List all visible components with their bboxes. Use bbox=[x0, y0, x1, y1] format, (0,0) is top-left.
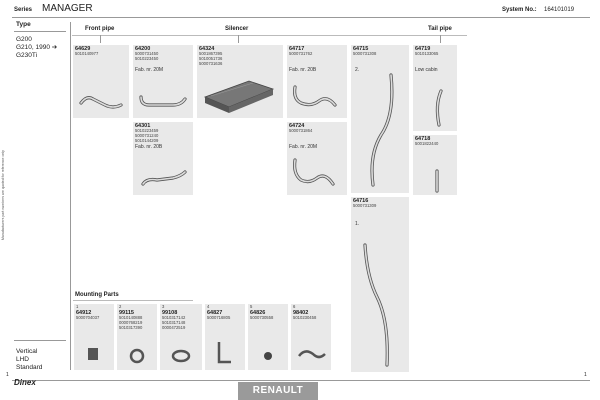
part-code: 64200 bbox=[135, 46, 151, 52]
mount-code: 64827 bbox=[207, 310, 223, 316]
part-image bbox=[287, 45, 347, 118]
part-code: 64629 bbox=[75, 46, 91, 52]
type-g200: G200 bbox=[16, 36, 32, 43]
part-fab: Low cabin bbox=[415, 67, 438, 73]
part-ref: 5000731308 bbox=[353, 51, 377, 56]
part-image bbox=[413, 45, 457, 131]
part-fab: Fab. nr. 20M bbox=[289, 144, 318, 150]
part-ref: 5000731762 bbox=[289, 51, 313, 56]
part-code: 64716 bbox=[353, 198, 369, 204]
part-cell-64200[interactable] bbox=[133, 45, 193, 118]
front-pipe-tick bbox=[100, 35, 101, 43]
part-cell-64301[interactable] bbox=[133, 122, 193, 195]
part-cell-64715[interactable] bbox=[351, 45, 409, 193]
part-ref: 5010144209 bbox=[135, 138, 159, 143]
mount-ref: 5010317142 bbox=[162, 315, 186, 320]
part-ref: 5001867395 bbox=[199, 51, 223, 56]
mount-num: 1 bbox=[76, 304, 79, 309]
mount-ref: 5000704037 bbox=[76, 315, 100, 320]
part-image bbox=[351, 197, 409, 372]
footer-type-rule bbox=[14, 340, 66, 341]
part-code: 64715 bbox=[353, 46, 369, 52]
dinex-logo: Dinex bbox=[14, 378, 36, 387]
rubber-mount-icon bbox=[248, 304, 288, 370]
part-fab: Fab. nr. 20B bbox=[135, 144, 163, 150]
part-cell-64716[interactable] bbox=[351, 197, 409, 372]
sidebar-divider bbox=[70, 22, 71, 370]
mount-num: 5 bbox=[250, 304, 253, 309]
mount-num: 3 bbox=[162, 304, 165, 309]
mount-cell-5[interactable] bbox=[248, 304, 288, 370]
section-mounting-parts: Mounting Parts bbox=[75, 292, 119, 298]
mount-code: 99108 bbox=[162, 310, 178, 316]
mounting-rule bbox=[73, 300, 193, 301]
part-ref: 5000731864 bbox=[289, 128, 313, 133]
part-ref: 5001822440 bbox=[415, 141, 439, 146]
part-cell-64724[interactable] bbox=[287, 122, 347, 195]
part-image bbox=[287, 122, 347, 195]
part-cell-64629[interactable] bbox=[73, 45, 129, 118]
reference-note: Manufacturers part numbers are quoted for reference only bbox=[1, 150, 5, 240]
part-code: 64324 bbox=[199, 46, 215, 52]
part-cell-64718[interactable] bbox=[413, 135, 457, 195]
brand-name: RENAULT bbox=[252, 385, 304, 396]
footer-rule bbox=[12, 380, 590, 381]
part-code: 64718 bbox=[415, 136, 431, 142]
mount-num: 4 bbox=[207, 304, 210, 309]
mount-ref: 0000472519 bbox=[162, 325, 186, 330]
part-ref: 5010140977 bbox=[75, 51, 99, 56]
series-label: Series bbox=[14, 7, 33, 13]
part-ref: 5010223459 bbox=[135, 128, 159, 133]
orientation-lhd: LHD bbox=[16, 356, 30, 363]
mount-cell-4[interactable] bbox=[205, 304, 245, 370]
strap-icon bbox=[291, 304, 331, 370]
mount-ref: 5010230458 bbox=[293, 315, 317, 320]
part-ref: 5000731636 bbox=[199, 61, 223, 66]
part-cell-64719[interactable] bbox=[413, 45, 457, 131]
part-ref: 5000731240 bbox=[135, 133, 159, 138]
header-rule bbox=[12, 17, 590, 18]
section-front-pipe: Front pipe bbox=[85, 26, 115, 32]
part-code: 64719 bbox=[415, 46, 431, 52]
gasket-icon bbox=[74, 304, 114, 370]
part-image bbox=[413, 135, 457, 195]
mount-code: 64912 bbox=[76, 310, 92, 316]
orientation-vertical: Vertical bbox=[16, 348, 38, 355]
mount-ref: 0000768219 bbox=[119, 320, 143, 325]
part-code: 64717 bbox=[289, 46, 305, 52]
orientation-standard: Standard bbox=[16, 364, 43, 371]
mount-cell-3[interactable] bbox=[160, 304, 202, 370]
mount-ref: 5010317148 bbox=[162, 320, 186, 325]
tail-pipe-tick bbox=[440, 35, 441, 43]
section-silencer: Silencer bbox=[225, 26, 249, 32]
brand-bar bbox=[238, 382, 318, 400]
mount-code: 98402 bbox=[293, 310, 309, 316]
mount-num: 6 bbox=[293, 304, 296, 309]
part-ref: 5010133065 bbox=[415, 51, 439, 56]
type-g210: G210, 1990 ➔ bbox=[16, 44, 58, 51]
clamp-icon bbox=[117, 304, 157, 370]
page-number-right: 1 bbox=[584, 372, 587, 378]
part-code: 64301 bbox=[135, 123, 151, 129]
type-g230ti: G230Ti bbox=[16, 52, 38, 59]
section-tail-pipe: Tail pipe bbox=[428, 26, 452, 32]
part-fab: Fab. nr. 20B bbox=[289, 67, 317, 73]
section-rule bbox=[72, 35, 467, 36]
mount-ref: 5000730558 bbox=[250, 315, 274, 320]
part-fab: Fab. nr. 20M bbox=[135, 67, 164, 73]
part-ref: 5010051736 bbox=[199, 56, 223, 61]
system-value: 164101019 bbox=[544, 7, 575, 13]
page-number-left: 1 bbox=[6, 372, 9, 378]
part-image bbox=[133, 45, 193, 118]
mount-cell-1[interactable] bbox=[74, 304, 114, 370]
system-label: System No.: bbox=[502, 7, 537, 13]
series-value: MANAGER bbox=[42, 3, 93, 14]
part-ref: 5010223450 bbox=[135, 56, 159, 61]
svg-text:2.: 2. bbox=[355, 67, 360, 73]
mount-code: 64826 bbox=[250, 310, 266, 316]
mount-ref: 5000716805 bbox=[207, 315, 231, 320]
part-image bbox=[133, 122, 193, 195]
bracket-icon bbox=[205, 304, 245, 370]
part-ref: 5000731450 bbox=[135, 51, 159, 56]
mount-ref: 5010140888 bbox=[119, 315, 143, 320]
mount-ref: 5010317390 bbox=[119, 325, 143, 330]
mount-cell-2[interactable] bbox=[117, 304, 157, 370]
clamp-icon bbox=[160, 304, 202, 370]
mount-num: 2 bbox=[119, 304, 122, 309]
type-rule bbox=[14, 31, 66, 32]
mount-cell-6[interactable] bbox=[291, 304, 331, 370]
part-code: 64724 bbox=[289, 123, 305, 129]
part-ref: 5000731309 bbox=[353, 203, 377, 208]
mount-code: 99115 bbox=[119, 310, 134, 316]
type-label: Type bbox=[16, 21, 31, 28]
part-image bbox=[73, 45, 129, 118]
svg-text:1.: 1. bbox=[355, 221, 360, 227]
silencer-image bbox=[197, 45, 283, 118]
part-image bbox=[351, 45, 409, 193]
part-cell-64717[interactable] bbox=[287, 45, 347, 118]
part-cell-64324[interactable] bbox=[197, 45, 283, 118]
silencer-tick bbox=[238, 35, 239, 43]
